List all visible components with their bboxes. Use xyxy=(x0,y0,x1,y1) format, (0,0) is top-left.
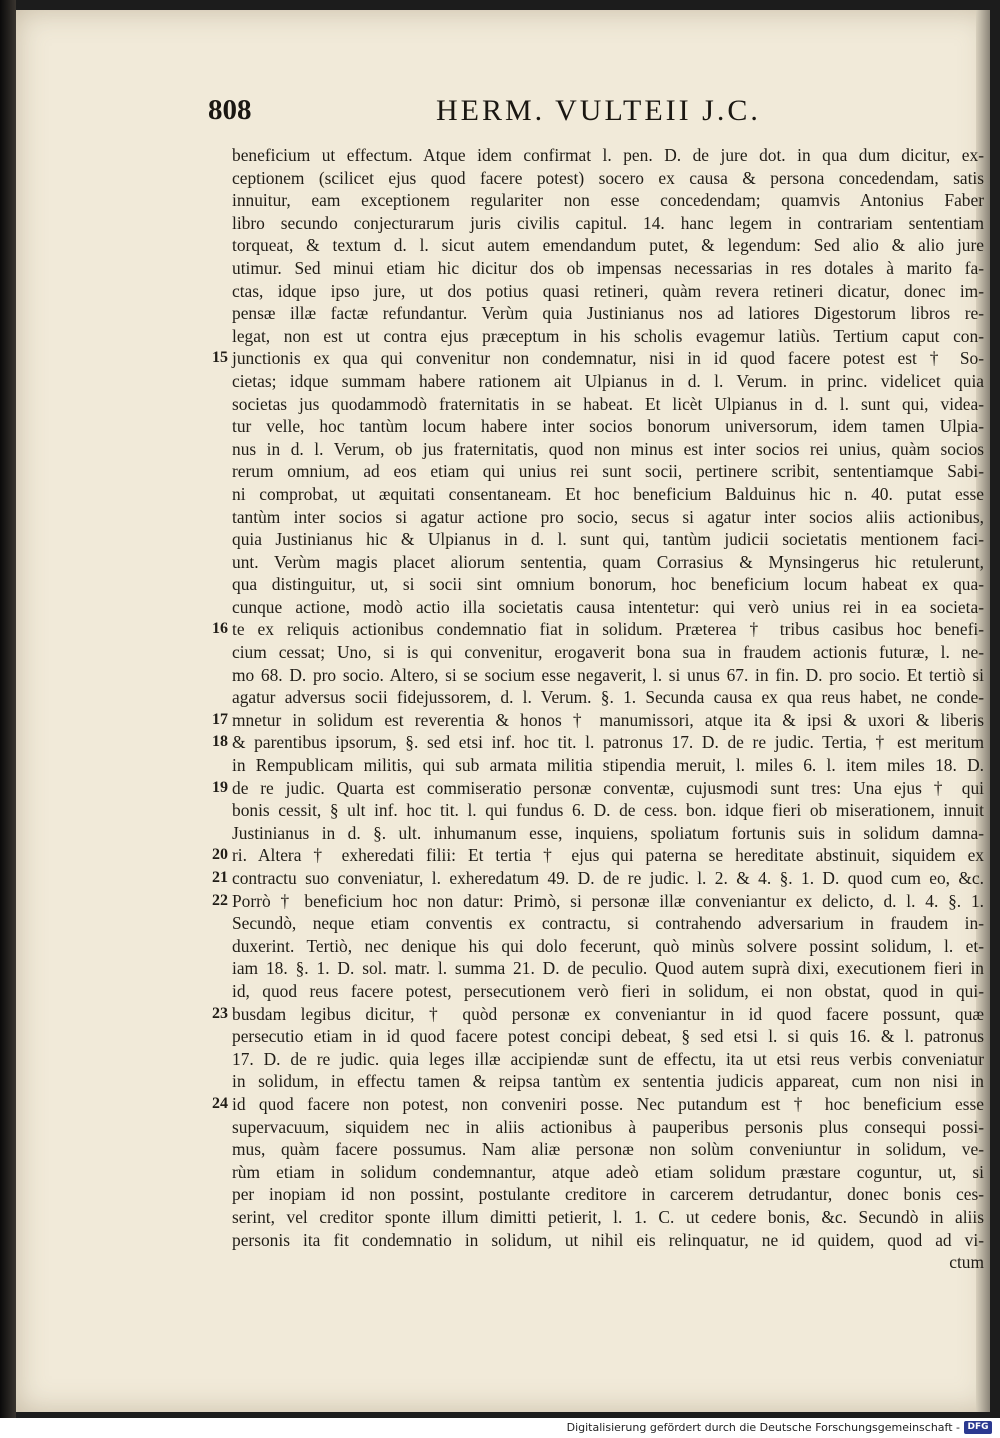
line-text: quia Justinianus hic & Ulpianus in d. l. sunt qui, tantùm judicii societatis mentionem faci- xyxy=(232,529,984,550)
text-line xyxy=(232,980,984,1003)
line-text: iam 18. §. 1. D. sol. matr. l. summa 21. D. de peculio. Quod autem suprà dixi, executionem fieri in xyxy=(232,958,984,979)
line-text: ceptionem (scilicet ejus quod facere potest) socero ex causa & persona concedendam, satis xyxy=(232,167,984,188)
text-line xyxy=(232,1138,984,1161)
line-number: 17 xyxy=(212,710,228,728)
line-text: agatur adversus socii fidejussorem, d. l. Verum. §. 1. Secunda causa ex qua reus habet, ne conde- xyxy=(232,687,984,708)
line-text: rùm etiam in solidum condemnantur, atque adeò etiam solidum præstare coguntur, ut, si xyxy=(232,1161,984,1182)
text-line xyxy=(232,393,984,416)
line-text: torqueat, & textum d. l. sicut autem emendandum putet, & legendum: Sed alio & alio jure xyxy=(232,235,984,256)
line-text: tur velle, hoc tantùm locum habere inter socios bonorum universorum, idem tamen Ulpia- xyxy=(232,416,984,437)
text-line xyxy=(232,1048,984,1071)
text-line xyxy=(232,754,984,777)
line-number: 22 xyxy=(212,891,228,909)
dfg-logo: DFG xyxy=(964,1421,992,1434)
line-text: nus in d. l. Verum, ob jus fraternitatis, quod non minus est inter socios rei unius, quàm socios xyxy=(232,438,984,459)
page-header xyxy=(16,94,990,138)
text-line xyxy=(232,1116,984,1139)
line-text: duxerint. Tertiò, nec denique his qui dolo fecerunt, quò minùs solvere possint solidum, l. et- xyxy=(232,935,984,956)
text-line xyxy=(232,596,984,619)
text-line xyxy=(232,799,984,822)
text-line xyxy=(212,777,984,800)
line-text: persecutio etiam in id quod facere potest concipi debeat, § sed etsi l. si quis 16. & l. patronus xyxy=(232,1026,984,1047)
line-number: 16 xyxy=(212,620,228,638)
text-line xyxy=(212,890,984,913)
text-line xyxy=(232,438,984,461)
line-text: cium cessat; Uno, si is qui convenitur, erogaverit bona sua in fraudem actionis futuræ, l. ne- xyxy=(232,642,984,663)
line-text: in Rempublicam militis, qui sub armata militia stipendia meruit, l. miles 6. l. item miles 18. D. xyxy=(232,755,984,776)
text-line xyxy=(232,1251,984,1274)
text-line xyxy=(232,912,984,935)
line-text: ctum xyxy=(949,1252,984,1273)
line-text: mus, quàm facere possumus. Nam aliæ personæ non solùm conveniuntur in solidum, ve- xyxy=(232,1139,984,1160)
text-line xyxy=(212,347,984,370)
text-line xyxy=(232,302,984,325)
line-text: beneficium ut effectum. Atque idem confirmat l. pen. D. de jure dot. in qua dum dicitur, ex- xyxy=(232,145,984,165)
line-text: societas jus quodammodò fraternitatis in se habeat. Et licèt Ulpianus in d. l. sunt qui, videa- xyxy=(232,393,984,414)
text-line xyxy=(232,1206,984,1229)
line-text: legat, non est ut contra ejus præceptum in his scholis evagemur latiùs. Tertium caput con- xyxy=(232,325,984,346)
footer-bar xyxy=(0,1418,1000,1438)
text-line xyxy=(212,731,984,754)
book-page xyxy=(16,10,990,1412)
line-number: 20 xyxy=(212,846,228,864)
line-text: utimur. Sed minui etiam hic dicitur dos ob impensas necessarias in res dotales à marito fa- xyxy=(232,257,984,278)
line-text: unt. Verùm magis placet aliorum sententia, quam Corrasius & Mynsingerus hic retulerunt, xyxy=(232,551,984,572)
line-text: ri. Altera † exheredati filii: Et tertia † ejus qui paterna se hereditate abstinuit, siquidem ex xyxy=(232,845,984,866)
line-number: 23 xyxy=(212,1004,228,1022)
text-line xyxy=(232,1025,984,1048)
text-line xyxy=(232,506,984,529)
line-text: & parentibus ipsorum, §. sed etsi inf. hoc tit. l. patronus 17. D. de re judic. Tertia, † est meritum xyxy=(232,732,984,753)
text-line xyxy=(232,957,984,980)
text-line xyxy=(212,618,984,641)
line-text: qua distinguitur, ut, si socii sint omnium bonorum, hoc beneficium locum habeat ex qua- xyxy=(232,574,984,595)
line-text: 17. D. de re judic. quia leges illæ accipiendæ sunt de effectu, ita ut etsi reus verbis conveniatur xyxy=(232,1048,984,1069)
line-text: busdam legibus dicitur, † quòd personæ ex conveniantur in id quod facere possunt, quæ xyxy=(232,1003,984,1024)
text-line xyxy=(212,867,984,890)
text-line xyxy=(232,234,984,257)
text-line xyxy=(232,1161,984,1184)
text-line xyxy=(212,1093,984,1116)
line-text: Secundò, neque etiam conventis ex contractu, si contrahendo adversarium in fraudem in- xyxy=(232,913,984,934)
body-text xyxy=(212,144,984,1274)
text-line xyxy=(232,551,984,574)
text-line xyxy=(232,167,984,190)
line-number: 15 xyxy=(212,349,228,367)
line-text: de re judic. Quarta est commiseratio personæ conventæ, cujusmodi sunt tres: Una ejus † qui xyxy=(232,777,984,798)
text-line xyxy=(232,686,984,709)
line-text: serint, vel creditor sponte illum dimitti petierit, l. 1. C. ut cedere bonis, &c. Secundò in aliis xyxy=(232,1206,984,1227)
line-text: ni comprobat, ut æquitati consentaneam. Et hoc beneficium Balduinus hic n. 40. putat esse xyxy=(232,483,984,504)
text-line xyxy=(232,325,984,348)
line-text: pensæ illæ factæ refundantur. Verùm quia Justinianus nos ad latiores Digestorum libros re- xyxy=(232,303,984,324)
text-line xyxy=(232,212,984,235)
line-text: per inopiam id non possint, postulante creditore in carcerem detrudantur, donec bonis ces- xyxy=(232,1184,984,1205)
text-line xyxy=(212,844,984,867)
text-line xyxy=(232,483,984,506)
page-number: 808 xyxy=(208,94,252,126)
line-text: innuitur, eam exceptionem regulariter non esse concedendam; quamvis Antonius Faber xyxy=(232,190,984,211)
text-line xyxy=(232,528,984,551)
line-text: Porrò † beneficium hoc non datur: Primò, si personæ illæ conveniantur ex delicto, d. l. 4. §. 1. xyxy=(232,890,984,911)
scan-binding-edge xyxy=(0,0,16,1418)
line-text: Justinianus in d. §. ult. inhumanum esse, inquiens, spoliatum fortunis suis in solidum damna- xyxy=(232,822,984,843)
line-text: te ex reliquis actionibus condemnatio fiat in solidum. Præterea † tribus casibus hoc benefi- xyxy=(232,619,984,640)
text-line xyxy=(232,664,984,687)
line-text: ctas, idque ipso jure, ut dos potius quasi retineri, quàm revera retineri dicatur, donec im- xyxy=(232,280,984,301)
line-number: 21 xyxy=(212,869,228,886)
line-text: contractu suo conveniatur, l. exheredatum 49. D. de re judic. l. 2. & 4. §. 1. D. quod cum eo, &c. xyxy=(232,868,984,888)
text-line xyxy=(232,573,984,596)
text-line xyxy=(232,641,984,664)
line-text: rerum omnium, ad eos etiam qui unius rei sunt socii, pertinere scribit, sententiamque Sabi- xyxy=(232,461,984,482)
text-line xyxy=(232,935,984,958)
text-line xyxy=(232,822,984,845)
text-line xyxy=(212,709,984,732)
line-text: mo 68. D. pro socio. Altero, si se socium esse negaverit, l. si unus 67. in fin. D. pro socio. Et tertiò si xyxy=(232,664,984,685)
text-line xyxy=(212,1003,984,1026)
line-number: 24 xyxy=(212,1094,228,1112)
line-text: id, quod reus facere potest, persecutionem verò fieri in solidum, ei non obstat, quod in qui- xyxy=(232,980,984,1001)
text-line xyxy=(232,1070,984,1093)
line-text: bonis cessit, § ult inf. hoc tit. l. qui fundus 6. D. de cess. bon. idque fieri ob miserationem, innuit xyxy=(232,800,984,821)
line-number: 18 xyxy=(212,733,228,751)
running-head: HERM. VULTEII J.C. xyxy=(436,94,761,127)
text-line xyxy=(232,460,984,483)
line-text: tantùm inter socios si agatur actione pro socio, secus si agatur inter socios aliis actionibus, xyxy=(232,506,984,527)
text-line xyxy=(232,189,984,212)
line-text: cunque actione, modò actio illa societatis causa intentetur: qui verò unius rei in ea societa- xyxy=(232,596,984,617)
line-text: in solidum, in effectu tamen & reipsa tantùm ex sententia judicis appareat, cum non nisi in xyxy=(232,1071,984,1092)
line-text: cietas; idque summam habere rationem ait Ulpianus in d. l. Verum. in princ. videlicet quia xyxy=(232,370,984,391)
text-line xyxy=(232,280,984,303)
line-text: libro secundo conjecturarum juris civilis capitul. 14. hanc legem in contrariam sententiam xyxy=(232,212,984,233)
line-number: 19 xyxy=(212,778,228,796)
text-line xyxy=(232,144,984,167)
line-text: id quod facere non potest, non conveniri posse. Nec putandum est † hoc beneficium esse xyxy=(232,1093,984,1114)
digitization-credit: Digitalisierung gefördert durch die Deutsche Forschungsgemeinschaft - xyxy=(566,1421,960,1434)
text-line xyxy=(232,370,984,393)
text-line xyxy=(232,257,984,280)
line-text: mnetur in solidum est reverentia & honos † manumissori, atque ita & ipsi & uxori & liberis xyxy=(232,709,984,730)
text-line xyxy=(232,1229,984,1252)
line-text: junctionis ex qua qui convenitur non condemnatur, nisi in id quod facere potest est † So- xyxy=(232,348,984,369)
line-text: personis ita fit condemnatio in solidum, ut nihil eis relinquatur, ne id quidem, quod ad vi- xyxy=(232,1229,984,1250)
text-line xyxy=(232,415,984,438)
line-text: supervacuum, siquidem nec in aliis actionibus à pauperibus personis plus consequi possi- xyxy=(232,1116,984,1137)
text-line xyxy=(232,1183,984,1206)
